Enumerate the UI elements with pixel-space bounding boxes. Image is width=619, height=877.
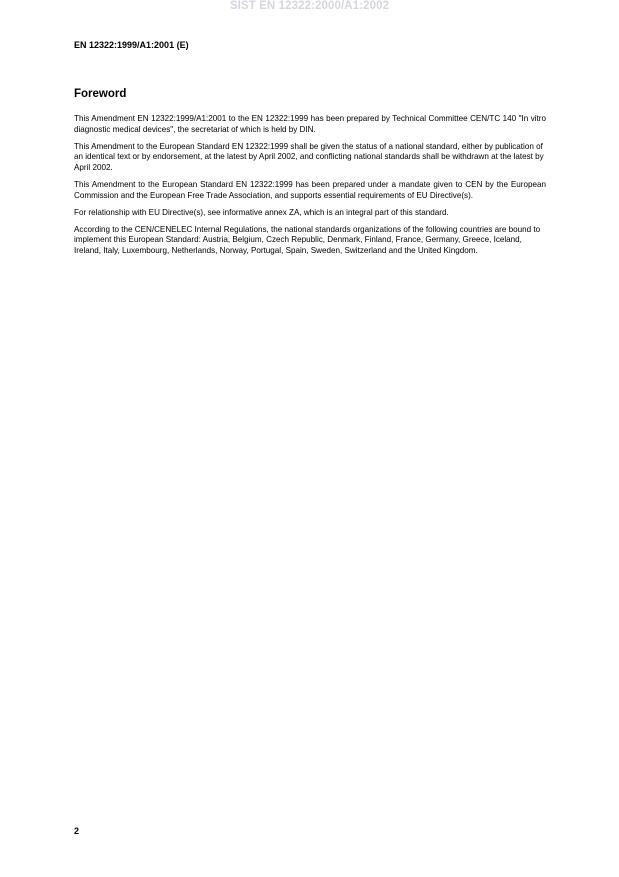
foreword-paragraph: This Amendment to the European Standard EN 12322:1999 has been prepared under a mandate given to CEN by the European Commission and the European Free Trade Association, and supports essential requirements of EU Directive(s). xyxy=(74,179,546,200)
foreword-paragraph: This Amendment to the European Standard EN 12322:1999 shall be given the status of a national standard, either by publication of an identical text or by endorsement, at the latest by April 2002, and conflicting national standards shall be withdrawn at the latest by April 2002. xyxy=(74,141,544,172)
foreword-paragraph: According to the CEN/CENELEC Internal Regulations, the national standards organizations of the following countries are bound to implement this European Standard: Austria, Belgium, Czech Republic, Denmark, Finland, France, Germany, Greece, Iceland, Ireland, Italy, Luxembourg, Netherlands, Norway, Portugal, Spain, Sweden, Switzerland and the United Kingdom. xyxy=(74,224,541,255)
watermark: SIST EN 12322:2000/A1:2002 xyxy=(229,0,390,12)
foreword-paragraph: For relationship with EU Directive(s), see informative annex ZA, which is an integral part of this standard. xyxy=(74,207,449,217)
document-identifier: EN 12322:1999/A1:2001 (E) xyxy=(74,40,189,50)
foreword-paragraph: This Amendment EN 12322:1999/A1:2001 to the EN 12322:1999 has been prepared by Technical Committee CEN/TC 140 "In vitro diagnostic medical devices", the secretariat of which is held by DIN. xyxy=(74,114,546,134)
page-number: 2 xyxy=(74,826,80,836)
foreword-heading: Foreword xyxy=(74,88,127,100)
foreword-body xyxy=(74,114,546,263)
